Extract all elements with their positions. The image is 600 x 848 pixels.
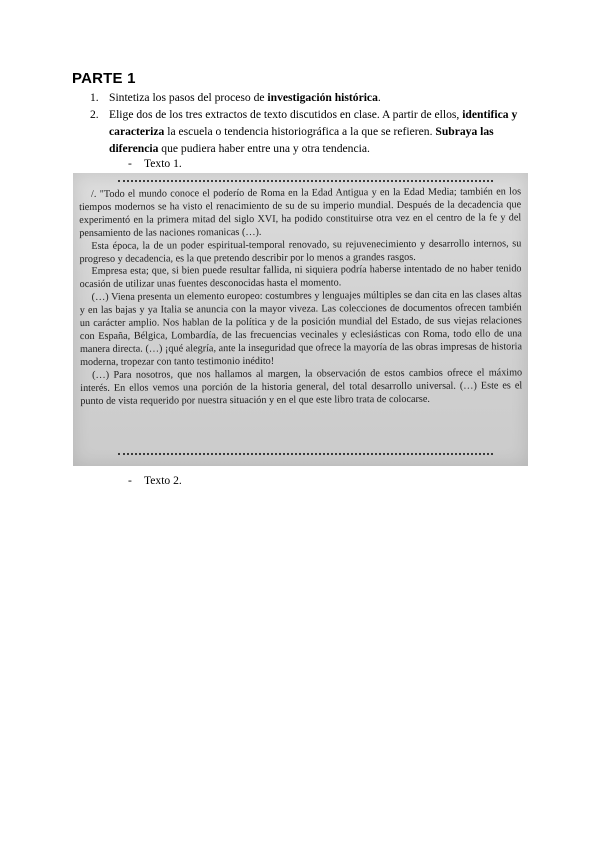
scan-paragraph-1: /. "Todo el mundo conoce el poderío de Roma en la Edad Antigua y en la Edad Media; también en los tiempos modernos se ha visto el renacimiento de su de su imperio mundial. Después de la decadencia que experimentó en la primera mitad del siglo XVI, ha podido constituirse otra vez en el centro de la fe y del pensamiento de las naciones romanicas (…).: [79, 186, 522, 239]
question-1-end: .: [377, 91, 381, 104]
scan-paragraph-3: Empresa esta; que, si bien puede resultar fallida, ni siquiera podría haberse intentado de no haber tenido ocasión de utilizar unas fuentes desconocidas hasta el momento.: [79, 263, 522, 291]
question-1-number: 1.: [90, 91, 99, 104]
scan-paragraph-2: Esta época, la de un poder espiritual-temporal renovado, su rejuvenecimiento y desarrollo internos, su progreso y decadencia, es la que pretendo describir por lo menos a grandes rasgos.: [79, 237, 522, 265]
scan-paragraph-5: (…) Para nosotros, que nos hallamos al margen, la observación de estos cambios ofrece el máximo interés. En ellos vemos una porción de la historia general, del total desarrollo universal. (…) Este es el punto de vista requerido por nuestra situación y en el que este libro trata de colocarse.: [80, 366, 523, 407]
question-list: [72, 89, 532, 157]
scan-dotted-line-bottom: [118, 453, 493, 455]
question-2-bold-b: Subraya las diferencia: [109, 125, 494, 155]
question-2-bold-a: identifica y caracteriza: [109, 108, 518, 138]
question-2-number: 2.: [90, 108, 99, 121]
page-heading: PARTE 1: [72, 70, 136, 87]
scan-dotted-line-top: [118, 180, 493, 182]
subitem-dash: -: [128, 157, 132, 170]
subitem-texto-2-label: Texto 2.: [144, 474, 182, 487]
question-2: [72, 106, 532, 157]
scanned-text-image: [73, 173, 528, 466]
scan-paragraph-4: (…) Viena presenta un elemento europeo: costumbres y lenguajes múltiples se dan cita en las clases altas y en las bajas y ya Italia se anuncia con la mayor viveza. Las colecciones de documentos ofrecen también un carácter amplio. Nos hablan de la política y de la posición mundial del Estado, de sus viejas relaciones con España, Bélgica, Lombardía, de las frecuencias vecinales y eclesiásticas con Roma, todo ello de una manera directa. (…) ¡qué alegría, ante la inseguridad que ofrece la mayoría de las obras impresas de historia moderna, tropezar con tanto testimonio inédito!: [79, 289, 523, 368]
subitem-dash: -: [128, 474, 132, 487]
question-1-text: Sintetiza los pasos del proceso de: [109, 91, 268, 104]
question-1: [72, 89, 532, 106]
question-2-text-c: que pudiera haber entre una y otra tendencia.: [158, 142, 370, 155]
question-2-text-a: Elige dos de los tres extractos de texto discutidos en clase. A partir de ellos,: [109, 108, 463, 121]
subitem-texto-1: [128, 157, 182, 170]
question-1-bold: investigación histórica: [267, 91, 378, 104]
question-2-text-b: la escuela o tendencia historiográfica a la que se refieren.: [164, 125, 436, 138]
subitem-texto-2: [128, 474, 182, 487]
scan-body: [79, 186, 522, 408]
subitem-texto-1-label: Texto 1.: [144, 157, 182, 170]
